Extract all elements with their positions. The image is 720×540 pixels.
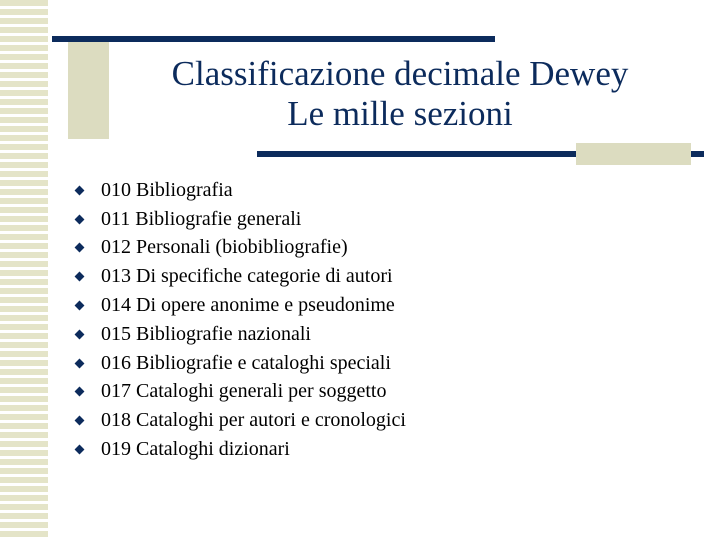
list-item: [72, 406, 406, 435]
list-item-label: 018 Cataloghi per autori e cronologici: [101, 409, 406, 432]
list-item-label: 016 Bibliografie e cataloghi speciali: [101, 351, 391, 374]
title-accent-block: [68, 40, 109, 139]
title-line-2: Le mille sezioni: [287, 94, 513, 133]
diamond-bullet-icon: [75, 243, 85, 253]
list-item: [72, 378, 406, 407]
title-line-1: Classificazione decimale Dewey: [171, 54, 629, 93]
list-item-label: 012 Personali (biobibliografie): [101, 236, 348, 259]
diamond-bullet-icon: [75, 214, 85, 224]
diamond-bullet-icon: [75, 416, 85, 426]
list-item-label: 014 Di opere anonime e pseudonime: [101, 294, 395, 317]
diamond-bullet-icon: [75, 445, 85, 455]
diamond-bullet-icon: [75, 185, 85, 195]
diamond-bullet-icon: [75, 358, 85, 368]
bottom-accent-block: [576, 143, 691, 165]
list-item: [72, 262, 406, 291]
slide-title: [120, 54, 680, 134]
top-title-rule: [52, 36, 495, 42]
list-item: [72, 205, 406, 234]
list-item-label: 010 Bibliografia: [101, 178, 233, 201]
list-item-label: 011 Bibliografie generali: [101, 207, 302, 230]
diamond-bullet-icon: [75, 301, 85, 311]
list-item: [72, 291, 406, 320]
list-item-label: 019 Cataloghi dizionari: [101, 438, 290, 461]
diamond-bullet-icon: [75, 329, 85, 339]
list-item: [72, 176, 406, 205]
diamond-bullet-icon: [75, 387, 85, 397]
list-item: [72, 320, 406, 349]
list-item: [72, 435, 406, 464]
list-item: [72, 349, 406, 378]
list-item: [72, 234, 406, 263]
list-item-label: 017 Cataloghi generali per soggetto: [101, 380, 387, 403]
diamond-bullet-icon: [75, 272, 85, 282]
list-item-label: 013 Di specifiche categorie di autori: [101, 265, 393, 288]
section-list: [72, 176, 406, 464]
list-item-label: 015 Bibliografie nazionali: [101, 322, 311, 345]
left-decorative-stripes: [0, 0, 50, 540]
